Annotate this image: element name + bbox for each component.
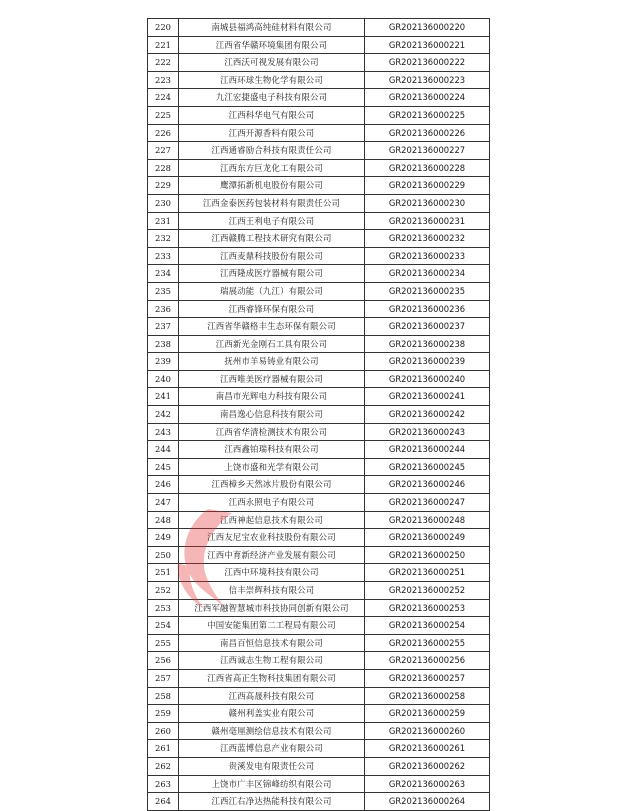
- certificate-code-cell: GR202136000264: [365, 793, 490, 811]
- table-row: [148, 687, 490, 705]
- certificate-code-cell: GR202136000260: [365, 722, 490, 740]
- certificate-code-cell: GR202136000253: [365, 599, 490, 617]
- table-row: [148, 300, 490, 318]
- certificate-code-cell: GR202136000237: [365, 318, 490, 336]
- company-name-cell: 江西军融智慧城市科技协同创新有限公司: [179, 599, 365, 617]
- row-number-cell: 249: [148, 529, 179, 547]
- table-row: [148, 282, 490, 300]
- row-number-cell: 257: [148, 669, 179, 687]
- company-name-cell: 江西省高正生物科技集团有限公司: [179, 669, 365, 687]
- company-name-cell: 南昌逸心信息科技有限公司: [179, 406, 365, 424]
- company-name-cell: 江西隆成医疗器械有限公司: [179, 265, 365, 283]
- company-name-cell: 江西友尼宝农业科技股份有限公司: [179, 529, 365, 547]
- certificate-code-cell: GR202136000262: [365, 757, 490, 775]
- certificate-code-cell: GR202136000252: [365, 582, 490, 600]
- certificate-code-cell: GR202136000240: [365, 370, 490, 388]
- row-number-cell: 237: [148, 318, 179, 336]
- company-name-cell: 鹰潭拓新机电股份有限公司: [179, 177, 365, 195]
- row-number-cell: 231: [148, 212, 179, 230]
- certificate-code-cell: GR202136000236: [365, 300, 490, 318]
- company-name-cell: 南昌市光辉电力科技有限公司: [179, 388, 365, 406]
- table-row: [148, 546, 490, 564]
- table-row: [148, 793, 490, 811]
- row-number-cell: 247: [148, 494, 179, 512]
- table-row: [148, 476, 490, 494]
- table-row: [148, 353, 490, 371]
- table-row: [148, 564, 490, 582]
- row-number-cell: 236: [148, 300, 179, 318]
- company-name-cell: 江西睿锋环保有限公司: [179, 300, 365, 318]
- table-row: [148, 511, 490, 529]
- certificate-code-cell: GR202136000256: [365, 652, 490, 670]
- row-number-cell: 253: [148, 599, 179, 617]
- company-name-cell: 江西唯美医疗器械有限公司: [179, 370, 365, 388]
- table-row: [148, 529, 490, 547]
- table-row: [148, 71, 490, 89]
- company-name-cell: 南昌百恒信息技术有限公司: [179, 634, 365, 652]
- row-number-cell: 232: [148, 230, 179, 248]
- certificate-code-cell: GR202136000232: [365, 230, 490, 248]
- certificate-code-cell: GR202136000231: [365, 212, 490, 230]
- row-number-cell: 242: [148, 406, 179, 424]
- row-number-cell: 224: [148, 89, 179, 107]
- row-number-cell: 234: [148, 265, 179, 283]
- table-row: [148, 722, 490, 740]
- table-row: [148, 318, 490, 336]
- table-body: [148, 19, 490, 811]
- row-number-cell: 259: [148, 705, 179, 723]
- table-row: [148, 194, 490, 212]
- table-row: [148, 265, 490, 283]
- table-row: [148, 36, 490, 54]
- certificate-code-cell: GR202136000226: [365, 124, 490, 142]
- row-number-cell: 248: [148, 511, 179, 529]
- table-row: [148, 740, 490, 758]
- company-name-cell: 江西开源香料有限公司: [179, 124, 365, 142]
- company-name-cell: 瑞展动能（九江）有限公司: [179, 282, 365, 300]
- company-name-cell: 江西金泰医药包装材料有限责任公司: [179, 194, 365, 212]
- enterprise-table: [147, 18, 490, 811]
- company-name-cell: 赣州利盖实业有限公司: [179, 705, 365, 723]
- company-name-cell: 贵溪发电有限责任公司: [179, 757, 365, 775]
- row-number-cell: 229: [148, 177, 179, 195]
- row-number-cell: 238: [148, 335, 179, 353]
- table-row: [148, 458, 490, 476]
- table-row: [148, 652, 490, 670]
- table-row: [148, 669, 490, 687]
- company-name-cell: 中国安能集团第二工程局有限公司: [179, 617, 365, 635]
- certificate-code-cell: GR202136000227: [365, 142, 490, 160]
- company-name-cell: 江西省华清检测技术有限公司: [179, 423, 365, 441]
- certificate-code-cell: GR202136000234: [365, 265, 490, 283]
- certificate-code-cell: GR202136000261: [365, 740, 490, 758]
- row-number-cell: 261: [148, 740, 179, 758]
- certificate-code-cell: GR202136000259: [365, 705, 490, 723]
- company-name-cell: 信丰崇辉科技有限公司: [179, 582, 365, 600]
- certificate-code-cell: GR202136000233: [365, 247, 490, 265]
- company-name-cell: 上饶市广丰区锦峰纺织有限公司: [179, 775, 365, 793]
- company-name-cell: 江西环球生物化学有限公司: [179, 71, 365, 89]
- table-row: [148, 775, 490, 793]
- company-name-cell: 江西蓝博信息产业有限公司: [179, 740, 365, 758]
- company-name-cell: 江西科华电气有限公司: [179, 106, 365, 124]
- row-number-cell: 221: [148, 36, 179, 54]
- certificate-code-cell: GR202136000258: [365, 687, 490, 705]
- table-row: [148, 757, 490, 775]
- certificate-code-cell: GR202136000250: [365, 546, 490, 564]
- row-number-cell: 255: [148, 634, 179, 652]
- certificate-code-cell: GR202136000225: [365, 106, 490, 124]
- table-row: [148, 494, 490, 512]
- company-name-cell: 南城县福鸿高纯硅材料有限公司: [179, 19, 365, 37]
- row-number-cell: 226: [148, 124, 179, 142]
- certificate-code-cell: GR202136000251: [365, 564, 490, 582]
- certificate-code-cell: GR202136000248: [365, 511, 490, 529]
- row-number-cell: 252: [148, 582, 179, 600]
- company-name-cell: 江西神起信息技术有限公司: [179, 511, 365, 529]
- row-number-cell: 246: [148, 476, 179, 494]
- row-number-cell: 240: [148, 370, 179, 388]
- certificate-code-cell: GR202136000228: [365, 159, 490, 177]
- certificate-code-cell: GR202136000224: [365, 89, 490, 107]
- row-number-cell: 260: [148, 722, 179, 740]
- company-name-cell: 赣州毫厘测绘信息技术有限公司: [179, 722, 365, 740]
- row-number-cell: 250: [148, 546, 179, 564]
- table-row: [148, 370, 490, 388]
- row-number-cell: 223: [148, 71, 179, 89]
- row-number-cell: 220: [148, 19, 179, 37]
- company-name-cell: 江西王利电子有限公司: [179, 212, 365, 230]
- certificate-code-cell: GR202136000244: [365, 441, 490, 459]
- certificate-code-cell: GR202136000239: [365, 353, 490, 371]
- row-number-cell: 222: [148, 54, 179, 72]
- row-number-cell: 227: [148, 142, 179, 160]
- certificate-code-cell: GR202136000229: [365, 177, 490, 195]
- certificate-code-cell: GR202136000221: [365, 36, 490, 54]
- row-number-cell: 243: [148, 423, 179, 441]
- company-name-cell: 上饶市盛和光学有限公司: [179, 458, 365, 476]
- table-row: [148, 599, 490, 617]
- certificate-code-cell: GR202136000263: [365, 775, 490, 793]
- table-row: [148, 423, 490, 441]
- company-name-cell: 江西鑫铂瑞科技有限公司: [179, 441, 365, 459]
- certificate-code-cell: GR202136000243: [365, 423, 490, 441]
- table-row: [148, 142, 490, 160]
- certificate-code-cell: GR202136000241: [365, 388, 490, 406]
- certificate-code-cell: GR202136000254: [365, 617, 490, 635]
- certificate-code-cell: GR202136000222: [365, 54, 490, 72]
- table-row: [148, 617, 490, 635]
- row-number-cell: 262: [148, 757, 179, 775]
- table-row: [148, 124, 490, 142]
- company-name-cell: 江西诚志生物工程有限公司: [179, 652, 365, 670]
- company-name-cell: 江西省华赣环境集团有限公司: [179, 36, 365, 54]
- company-name-cell: 江西沃可视发展有限公司: [179, 54, 365, 72]
- company-name-cell: 江西中育新经济产业发展有限公司: [179, 546, 365, 564]
- company-name-cell: 江西省华赣格丰生态环保有限公司: [179, 318, 365, 336]
- certificate-code-cell: GR202136000249: [365, 529, 490, 547]
- certificate-code-cell: GR202136000220: [365, 19, 490, 37]
- row-number-cell: 225: [148, 106, 179, 124]
- company-name-cell: 江西江右净达热能科技有限公司: [179, 793, 365, 811]
- row-number-cell: 228: [148, 159, 179, 177]
- table-row: [148, 406, 490, 424]
- company-name-cell: 江西樟乡天然冰片股份有限公司: [179, 476, 365, 494]
- certificate-code-cell: GR202136000257: [365, 669, 490, 687]
- row-number-cell: 258: [148, 687, 179, 705]
- row-number-cell: 241: [148, 388, 179, 406]
- certificate-code-cell: GR202136000245: [365, 458, 490, 476]
- company-name-cell: 江西赣腾工程技术研究有限公司: [179, 230, 365, 248]
- table-row: [148, 582, 490, 600]
- company-name-cell: 江西东方巨龙化工有限公司: [179, 159, 365, 177]
- table-row: [148, 230, 490, 248]
- table-row: [148, 634, 490, 652]
- company-name-cell: 江西中环境科技有限公司: [179, 564, 365, 582]
- row-number-cell: 235: [148, 282, 179, 300]
- certificate-code-cell: GR202136000255: [365, 634, 490, 652]
- company-name-cell: 江西麦鼎科技股份有限公司: [179, 247, 365, 265]
- row-number-cell: 251: [148, 564, 179, 582]
- row-number-cell: 245: [148, 458, 179, 476]
- table-row: [148, 441, 490, 459]
- table-row: [148, 19, 490, 37]
- table-row: [148, 247, 490, 265]
- company-name-cell: 抚州市羊易铸业有限公司: [179, 353, 365, 371]
- certificate-code-cell: GR202136000223: [365, 71, 490, 89]
- company-name-cell: 江西永照电子有限公司: [179, 494, 365, 512]
- table-row: [148, 159, 490, 177]
- row-number-cell: 263: [148, 775, 179, 793]
- certificate-code-cell: GR202136000247: [365, 494, 490, 512]
- company-name-cell: 九江宏捷盛电子科技有限公司: [179, 89, 365, 107]
- certificate-code-cell: GR202136000246: [365, 476, 490, 494]
- company-name-cell: 江西高晟科技有限公司: [179, 687, 365, 705]
- table-row: [148, 54, 490, 72]
- table-row: [148, 177, 490, 195]
- table-row: [148, 212, 490, 230]
- table-row: [148, 705, 490, 723]
- row-number-cell: 254: [148, 617, 179, 635]
- row-number-cell: 256: [148, 652, 179, 670]
- table-row: [148, 89, 490, 107]
- certificate-code-cell: GR202136000242: [365, 406, 490, 424]
- certificate-code-cell: GR202136000230: [365, 194, 490, 212]
- table-row: [148, 388, 490, 406]
- row-number-cell: 233: [148, 247, 179, 265]
- company-name-cell: 江西新光金刚石工具有限公司: [179, 335, 365, 353]
- row-number-cell: 230: [148, 194, 179, 212]
- row-number-cell: 239: [148, 353, 179, 371]
- table-row: [148, 106, 490, 124]
- certificate-code-cell: GR202136000238: [365, 335, 490, 353]
- certificate-code-cell: GR202136000235: [365, 282, 490, 300]
- table-row: [148, 335, 490, 353]
- company-name-cell: 江西通睿励合科技有限责任公司: [179, 142, 365, 160]
- row-number-cell: 264: [148, 793, 179, 811]
- row-number-cell: 244: [148, 441, 179, 459]
